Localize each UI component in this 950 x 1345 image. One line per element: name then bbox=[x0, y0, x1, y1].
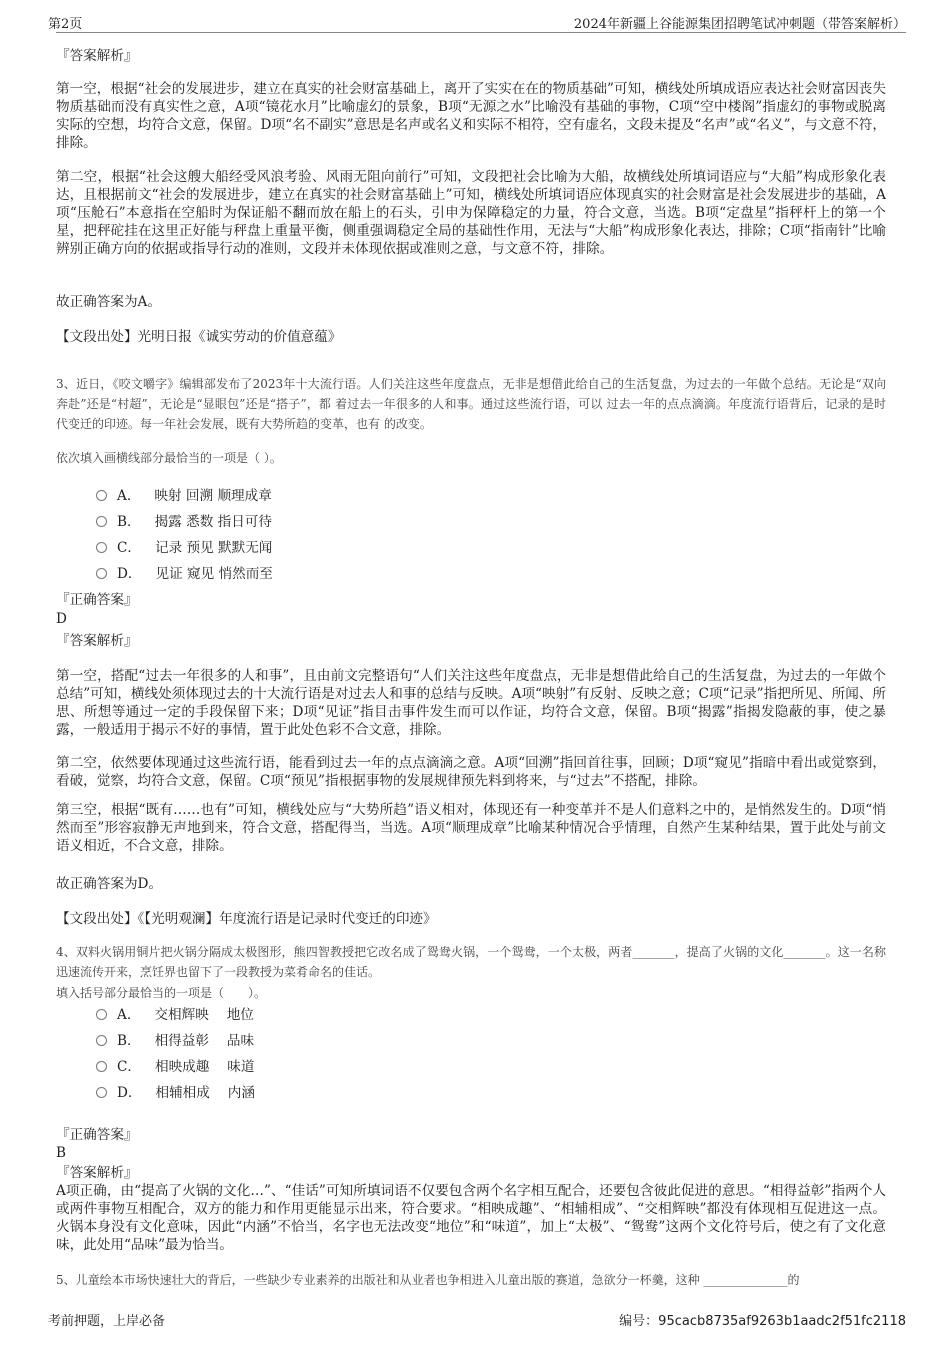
radio-button-icon[interactable] bbox=[96, 1061, 107, 1072]
question-stem: 4、双料火锅用铜片把火锅分隔成太极图形，熊四智教授把它改名成了鸳鸯火锅，一个鸳鸯，一个太极，两者_______，提高了火锅的文化_______。这一名称迅速流传开来，烹饪界也留下了一段教授为菜肴命名的佳话。 bbox=[56, 945, 886, 979]
option-a[interactable]: A． 映射 回溯 顺理成章 bbox=[96, 487, 272, 505]
document-title: 2024年新疆上谷能源集团招聘笔试冲刺题（带答案解析） bbox=[573, 17, 906, 32]
correct-answer-label: 『正确答案』 bbox=[56, 592, 138, 608]
page-header bbox=[48, 10, 906, 33]
analysis-label: 『答案解析』 bbox=[56, 633, 138, 649]
radio-button-icon[interactable] bbox=[96, 490, 107, 501]
question-prompt: 填入括号部分最恰当的一项是（ ）。 bbox=[56, 986, 267, 1000]
radio-button-icon[interactable] bbox=[96, 542, 107, 553]
radio-button-icon[interactable] bbox=[96, 1087, 107, 1098]
analysis-paragraph: 第一空，根据“社会的发展进步，建立在真实的社会财富基础上，离开了实实在在的物质基础”可知，横线处所填成语应表达社会财富因丧失物质基础而没有真实性之意，A项“镜花水月”比喻虚幻的景象，B项“无源之水”比喻没有基础的事物，C项“空中楼阁”指虚幻的事物或脱离实际的空想，均符合文意，保留。D项“名不副实”意思是名声或名义和实际不相符，空有虚名，文段未提及“名声”或“名义”，与文意不符，排除。 bbox=[56, 81, 886, 151]
question-stem: 3、近日，《咬文嚼字》编辑部发布了2023年十大流行语。人们关注这些年度盘点，无非是想借此给自己的生活复盘，为过去的一年做个总结。无论是“双向奔赴”还是“村超”，无论是“显眼包”还是“搭子”，都 着过去一年很多的人和事。通过这些流行语，可以 过去一年的点点滴滴。年度流行语背后，记录的是时代变迁的印迹。每一年社会发展，既有大势所趋的变革，也有 的改变。 bbox=[56, 377, 886, 431]
question-stem: 5、儿童绘本市场快速壮大的背后，一些缺少专业素养的出版社和从业者也争相进入儿童出版的赛道，急欲分一杯羹，这种 ______________的 bbox=[56, 1273, 800, 1287]
analysis-label: 『答案解析』 bbox=[56, 1165, 138, 1181]
page-number: 第2页 bbox=[48, 17, 83, 32]
option-d[interactable]: D． 见证 窥见 悄然而至 bbox=[96, 565, 273, 583]
source-citation: 【文段出处】光明日报《诚实劳动的价值意蕴》 bbox=[56, 329, 342, 345]
page-footer bbox=[48, 1310, 906, 1329]
question-prompt: 依次填入画横线部分最恰当的一项是（ ）。 bbox=[56, 451, 282, 465]
analysis-paragraph: 第三空，根据“既有……也有”可知，横线处应与“大势所趋”语义相对，体现还有一种变革并不是人们意料之中的，是悄然发生的。D项“悄然而至”形容寂静无声地到来，符合文意，搭配得当，当选。A项“顺理成章”比喻某种情况合乎情理，自然产生某种结果，置于此处与前文语义相近，不合文意，排除。 bbox=[56, 802, 886, 854]
radio-button-icon[interactable] bbox=[96, 516, 107, 527]
option-b[interactable]: B． 相得益彰 品味 bbox=[96, 1032, 254, 1050]
analysis-paragraph: 第一空，搭配“过去一年很多的人和事”，且由前文完整语句“人们关注这些年度盘点，无非是想借此给自己的生活复盘，为过去的一年做个总结”可知，横线处须体现过去的十大流行语是对过去人和事的总结与反映。A项“映射”有反射、反映之意；C项“记录”指把所见、所闻、所思、所想等通过一定的手段保留下来；D项“见证”指目击事件发生而可以作证，均符合文意，保留。B项“揭露”指揭发隐蔽的事，使之暴露，一般适用于揭示不好的事情，置于此处色彩不合文意，排除。 bbox=[56, 668, 886, 738]
analysis-paragraph: 第二空，根据“社会这艘大船经受风浪考验、风雨无阻向前行”可知，文段把社会比喻为大船，故横线处所填词语应与“大船”构成形象化表达，且根据前文“社会的发展进步，建立在真实的社会财富基础上”可知，横线处所填词语应体现真实的社会财富是社会发展进步的基础，A项“压舱石”本意指在空船时为保证船不翻而放在船上的石头，引申为保障稳定的力量，符合文意，当选。B项“定盘星”指秤杆上的第一个星，把秤砣挂在这里正好能与秤盘上重量平衡，侧重强调稳定全局的基础性作用，无法与“大船”构成形象化表达，排除；C项“指南针”比喻辨别正确方向的依据或指导行动的准则，文段并未体现依据或准则之意，与文意不符，排除。 bbox=[56, 169, 886, 257]
analysis-paragraph: 第二空，依然要体现通过这些流行语，能看到过去一年的点点滴滴之意。A项“回溯”指回首往事，回顾；D项“窥见”指暗中看出或觉察到，看破，觉察，均符合文意，保留。C项“预见”指根据事物的发展规律预先料到将来，与“过去”不搭配，排除。 bbox=[56, 755, 886, 789]
analysis-paragraph: A项正确，由“提高了火锅的文化…”、“佳话”可知所填词语不仅要包含两个名字相互配合，还要包含彼此促进的意思。“相得益彰”指两个人或两件事物互相配合，双方的能力和作用更能显示出来，符合要求。“相映成趣”、“相辅相成”、“交相辉映”都没有体现相互促进这一点。火锅本身没有文化意味，因此“内涵”不恰当，名字也无法改变“地位”和“味道”，加上“太极”、“鸳鸯”这两个文化符号后，使之有了文化意味，此处用“品味”最为恰当。 bbox=[56, 1183, 886, 1253]
source-citation: 【文段出处】《【光明观澜】年度流行语是记录时代变迁的印迹》 bbox=[56, 911, 437, 927]
option-d[interactable]: D． 相辅相成 内涵 bbox=[96, 1084, 255, 1102]
footer-slogan: 考前押题，上岸必备 bbox=[48, 1314, 166, 1329]
radio-button-icon[interactable] bbox=[96, 1035, 107, 1046]
correct-answer: B bbox=[56, 1145, 66, 1161]
radio-button-icon[interactable] bbox=[96, 1009, 107, 1020]
correct-answer: D bbox=[56, 611, 67, 627]
conclusion: 故正确答案为D。 bbox=[56, 876, 163, 892]
document-id: 编号：95cacb8735af9263b1aadc2f51fc2118 bbox=[619, 1314, 906, 1329]
option-c[interactable]: C． 记录 预见 默默无闻 bbox=[96, 539, 272, 557]
analysis-label: 『答案解析』 bbox=[56, 48, 138, 64]
radio-button-icon[interactable] bbox=[96, 568, 107, 579]
correct-answer-label: 『正确答案』 bbox=[56, 1127, 138, 1143]
option-b[interactable]: B． 揭露 悉数 指日可待 bbox=[96, 513, 272, 531]
option-a[interactable]: A． 交相辉映 地位 bbox=[96, 1006, 254, 1024]
conclusion: 故正确答案为A。 bbox=[56, 294, 161, 310]
option-c[interactable]: C． 相映成趣 味道 bbox=[96, 1058, 254, 1076]
